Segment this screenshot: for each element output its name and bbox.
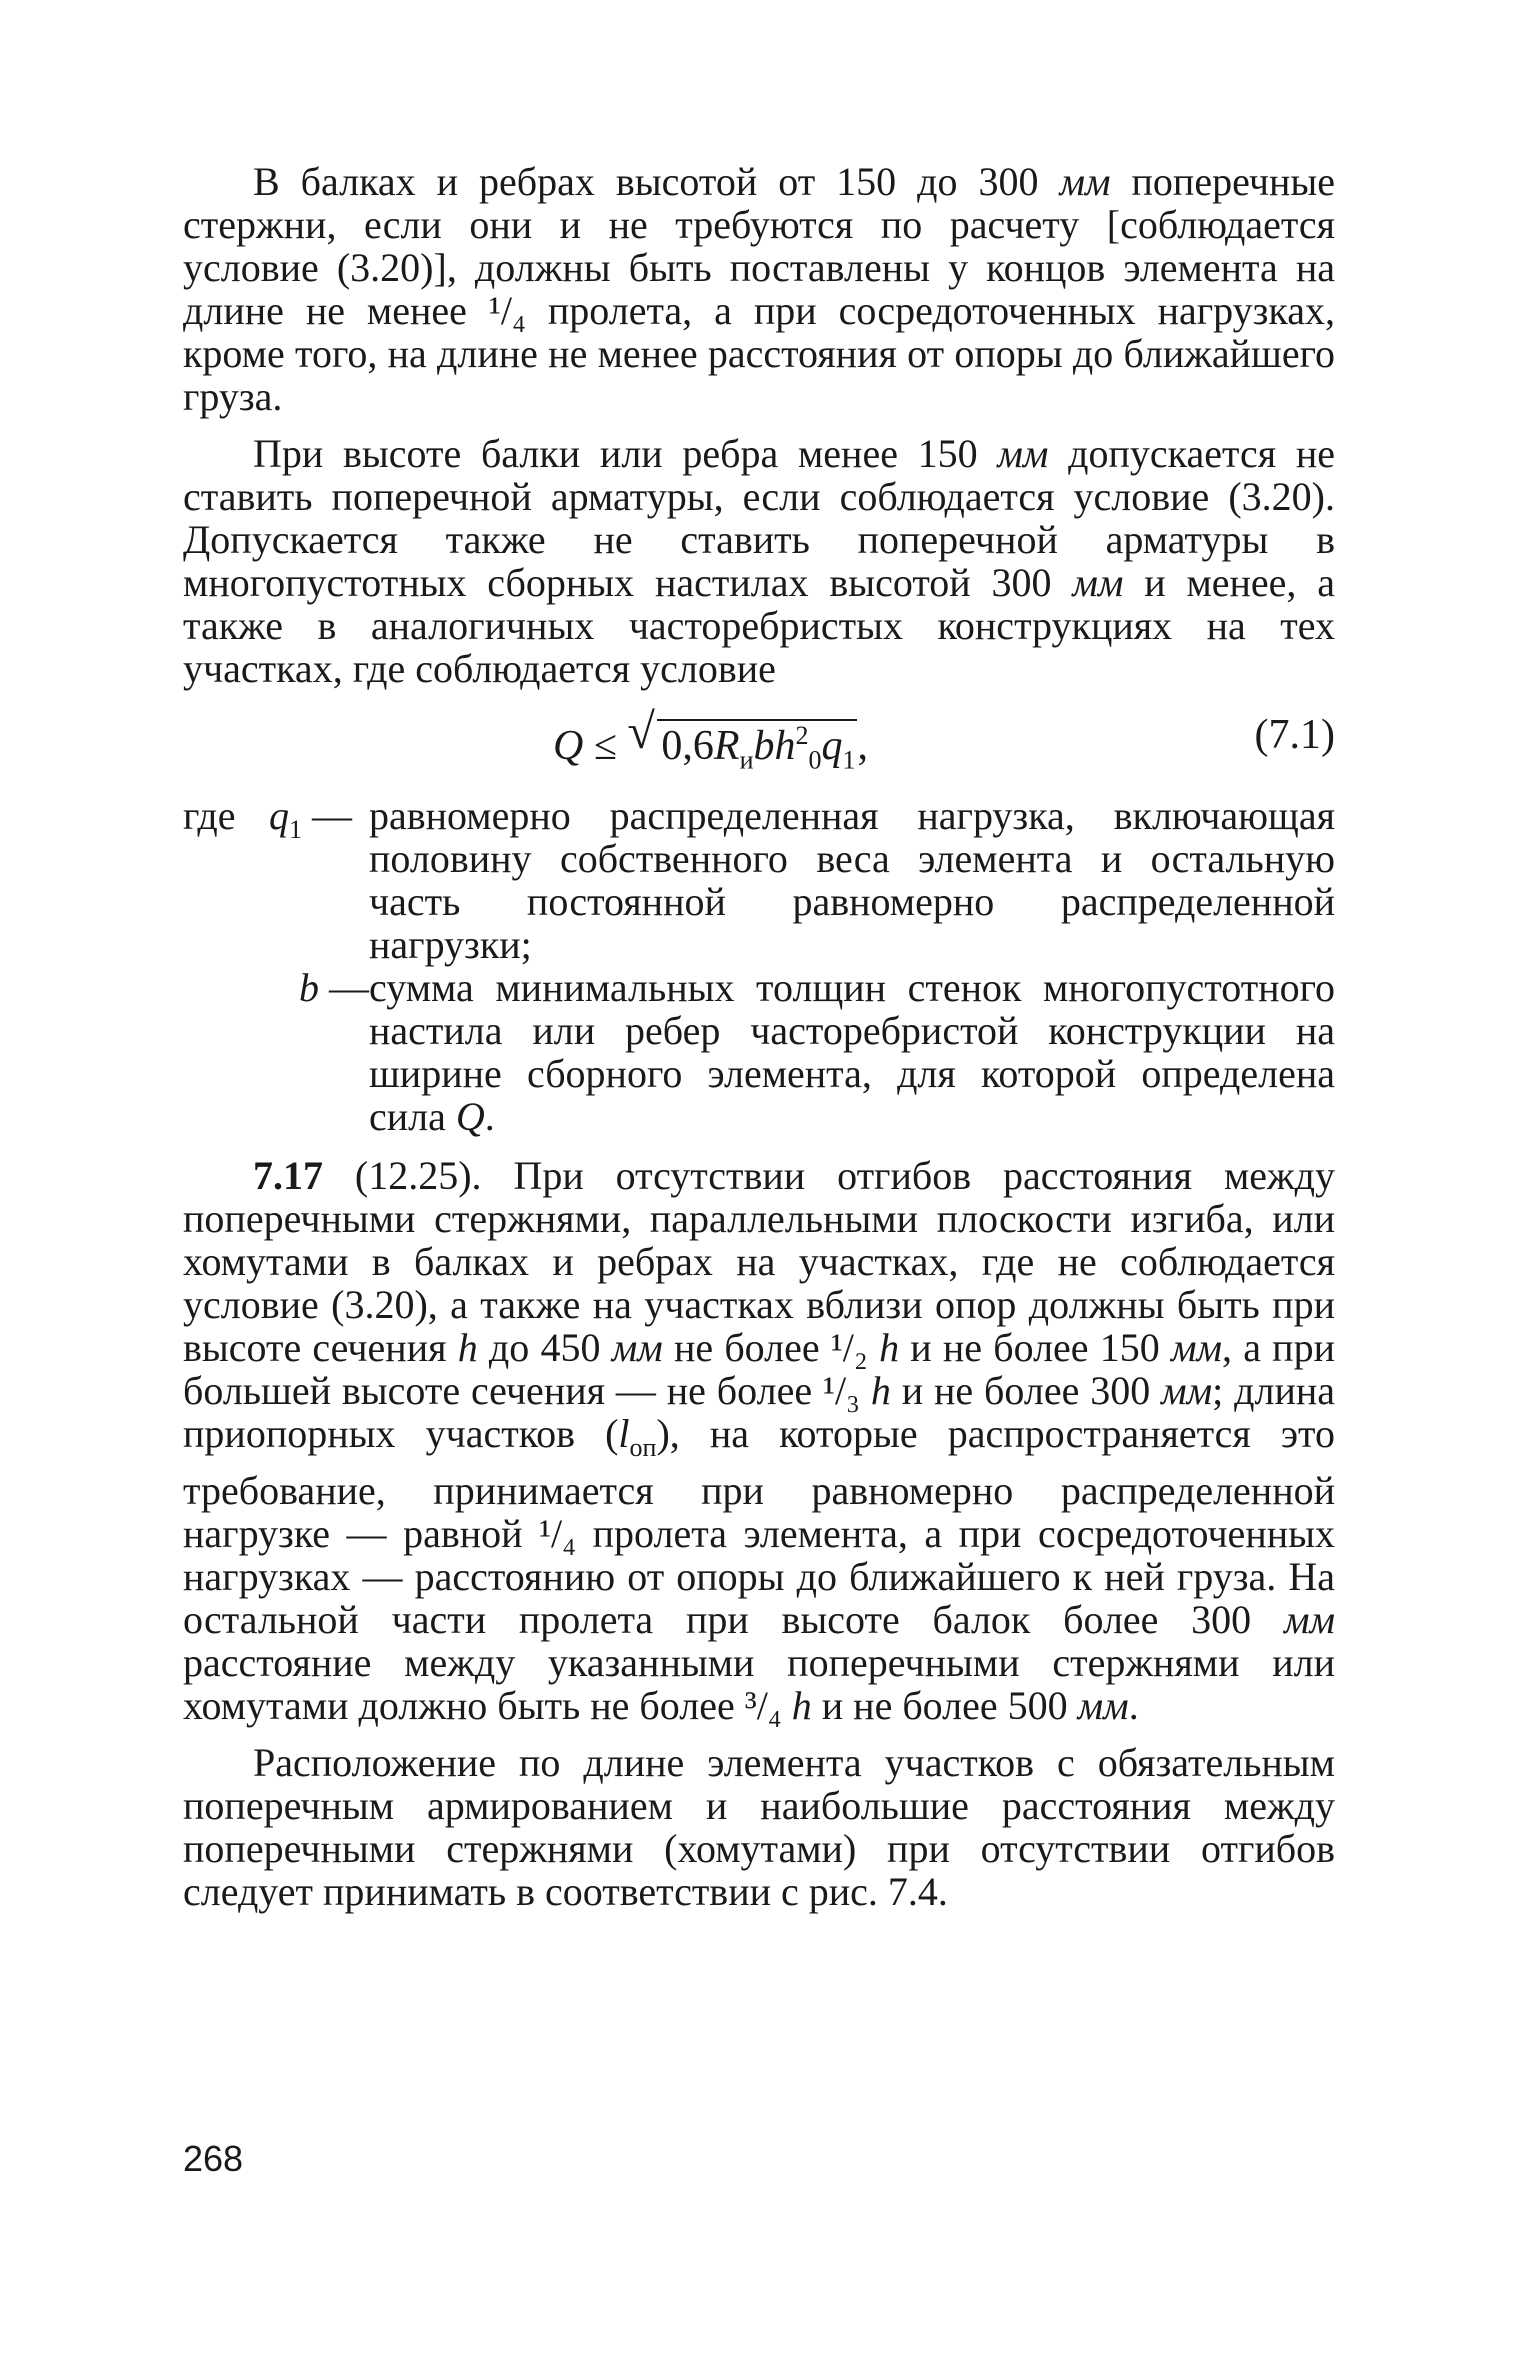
- formula-h: h: [774, 723, 796, 769]
- p3-u2: мм: [1170, 1325, 1223, 1370]
- p3-t7: ; длина приопорных участков (: [183, 1368, 1336, 1456]
- definition-b: [183, 966, 1335, 1138]
- definition-text-body: сумма минимальных толщин стенок многопустотного настила или ребер часторебристой конструкции на ширине сборного элемента, для которой определена сила: [369, 965, 1335, 1139]
- clause-number: 7.17: [253, 1153, 323, 1198]
- square-root: [627, 703, 857, 781]
- definitions-list: [183, 794, 1335, 1138]
- p3-t3: не более: [662, 1325, 831, 1370]
- p3-f4: ³/₄: [744, 1683, 782, 1728]
- symbol-force: Q: [455, 1094, 485, 1139]
- p1-fraction: ¹/₄: [488, 288, 526, 333]
- p3-u3: мм: [1161, 1368, 1213, 1413]
- body-text: [183, 160, 1335, 1927]
- p3-t5: , а при большей высоте сечения — не более: [183, 1325, 1335, 1413]
- radicand: [657, 719, 857, 775]
- paragraph-7-17: [183, 1154, 1335, 1727]
- definition-q1: [183, 794, 1335, 966]
- p3-u1: мм: [611, 1325, 663, 1370]
- definition-dash: —: [312, 793, 352, 838]
- p3-t8: ), на которые распространяется это требование, принимается при равномерно распределенной нагрузке — равной: [183, 1411, 1335, 1556]
- definition-text: [369, 966, 1335, 1138]
- p1-text: В балках и ребрах высотой от 150 до 300: [253, 159, 1060, 204]
- p3-u4: мм: [1283, 1597, 1335, 1642]
- formula-h-sub: 0: [808, 745, 822, 775]
- p3-t4: и не более 150: [899, 1325, 1171, 1370]
- p3-t6: и не более 300: [890, 1368, 1162, 1413]
- p3-l: l: [618, 1411, 630, 1456]
- p3-f2: ¹/₃: [822, 1368, 861, 1413]
- p3-t2: до 450: [477, 1325, 612, 1370]
- formula-r: R: [713, 723, 740, 769]
- p1-text-2: поперечные стержни, если они и не требуются по расчету [соблюдается условие (3.20)], должны быть поставлены у концов элемента на длине не менее: [183, 159, 1335, 333]
- p2-unit-2: мм: [1072, 560, 1124, 605]
- p2-text-3: и менее, а также в аналогичных часторебристых конструкциях на тех участках, где соблюдается условие: [183, 560, 1335, 691]
- p3-h4: h: [781, 1683, 812, 1728]
- formula-operator: ≤: [593, 723, 617, 769]
- p3-u5: мм: [1077, 1683, 1129, 1728]
- formula-b: b: [753, 723, 775, 769]
- formula-number: (7.1): [1254, 712, 1335, 758]
- symbol-q: q: [269, 793, 289, 838]
- formula-expression: [553, 703, 868, 781]
- p3-f3: ¹/₄: [539, 1511, 577, 1556]
- p3-t10: расстояние между указанными поперечными стержнями или хомутами должно быть не более: [183, 1640, 1335, 1728]
- radical-sign: √: [627, 703, 655, 759]
- definition-text: равномерно распределенная нагрузка, включающая половину собственного веса элемента и остальную часть постоянной равномерно распределенной нагрузки;: [369, 793, 1335, 967]
- p2-text-2: допускается не ставить поперечной арматуры, если соблюдается условие (3.20). Допускается также не ставить поперечной арматуры в многопустотных сборных настилах высотой 300: [183, 431, 1335, 605]
- p1-unit: мм: [1059, 159, 1111, 204]
- paragraph-4: [183, 1741, 1335, 1913]
- definition-end: .: [484, 1094, 495, 1139]
- formula-q-sub: 1: [842, 745, 856, 775]
- p2-text: При высоте балки или ребра менее 150: [253, 431, 998, 476]
- paragraph-2: [183, 432, 1335, 690]
- symbol-b: b: [299, 965, 319, 1010]
- formula-lhs: Q: [553, 723, 584, 769]
- paragraph-1: [183, 160, 1335, 418]
- p3-h1: h: [457, 1325, 478, 1370]
- formula-7-1: [183, 703, 1335, 775]
- page-number: 268: [183, 2138, 244, 2179]
- formula-h-sup: 2: [795, 721, 809, 750]
- definition-lead: где: [183, 793, 236, 838]
- formula-coefficient: 0,6: [661, 723, 714, 769]
- p3-t11: и не более 500: [811, 1683, 1078, 1728]
- p3-l-sub: оп: [629, 1433, 657, 1462]
- p3-t12: .: [1128, 1683, 1139, 1728]
- formula-r-sub: и: [739, 745, 754, 775]
- p3-h3: h: [860, 1368, 891, 1413]
- symbol-q-sub: 1: [289, 815, 302, 844]
- p2-unit: мм: [997, 431, 1049, 476]
- p3-h2: h: [867, 1325, 900, 1370]
- p3-t1: При отсутствии отгибов расстояния между поперечными стержнями, параллельными плоскости изгиба, или хомутами в балках и ребрах на участках, где не соблюдается условие (3.20), а также на участках вблизи опор должны быть при высоте сечения: [183, 1153, 1336, 1370]
- p1-text-3: пролета, а при сосредоточенных нагрузках, кроме того, на длине не менее расстояния от опоры до ближайшего груза.: [183, 288, 1335, 419]
- formula-q: q: [821, 723, 843, 769]
- definition-symbol: [183, 794, 369, 966]
- clause-ref: (12.25).: [323, 1153, 514, 1198]
- p3-t9: пролета элемента, а при сосредоточенных нагрузках — расстоянию от опоры до ближайшего к ней груза. На остальной части пролета при высоте балок более 300: [183, 1511, 1336, 1642]
- p4-text: Расположение по длине элемента участков с обязательным поперечным армированием и наибольшие расстояния между поперечными стержнями (хомутами) при отсутствии отгибов следует принимать в соответствии с рис. 7.4.: [183, 1740, 1335, 1914]
- formula-comma: ,: [857, 723, 868, 769]
- p3-f1: ¹/₂: [830, 1325, 868, 1370]
- definition-dash: —: [329, 965, 369, 1010]
- definition-symbol: [183, 966, 369, 1138]
